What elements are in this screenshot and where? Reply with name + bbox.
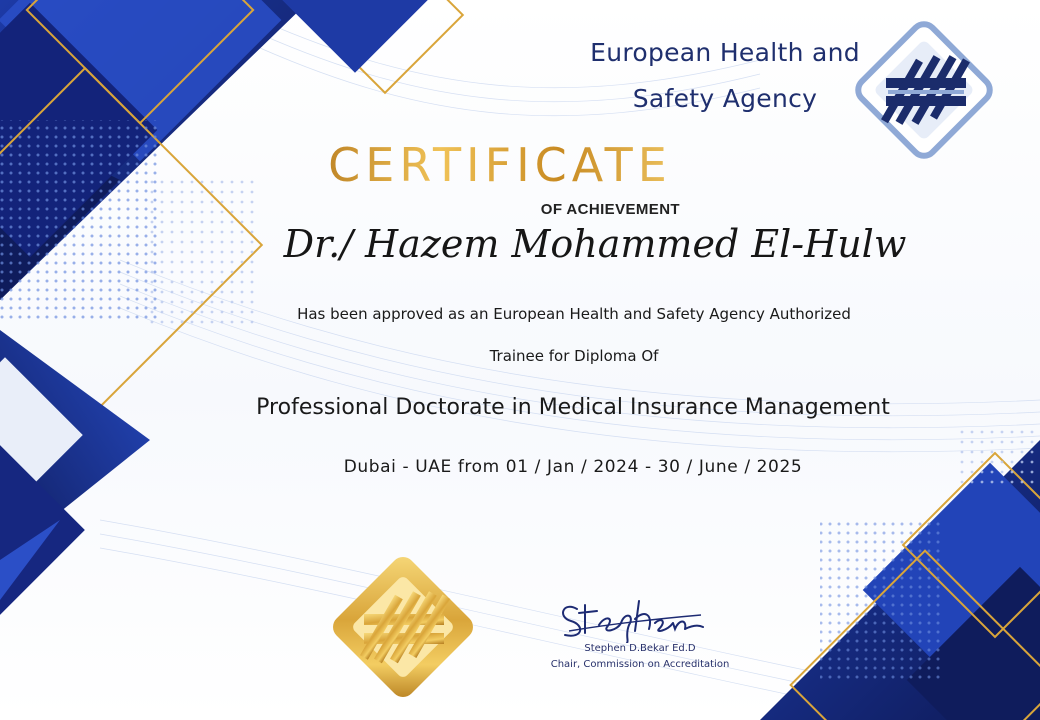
signatory-title: Chair, Commission on Accreditation xyxy=(550,659,730,670)
program-name: Professional Doctorate in Medical Insurance Management xyxy=(256,395,890,420)
signatory-name: Stephen D.Bekar Ed.D xyxy=(584,643,696,654)
certificate-subtitle: OF ACHIEVEMENT xyxy=(540,201,680,218)
organization-name xyxy=(560,30,890,122)
recipient-name: Dr./ Hazem Mohammed El-Hulw xyxy=(283,222,907,266)
left-middle-shapes xyxy=(0,330,150,615)
signature-mark xyxy=(555,595,705,643)
statement-line2: Trainee for Diploma Of xyxy=(489,347,659,365)
organization-name-line1: European Health and xyxy=(590,38,860,67)
agency-logo-icon xyxy=(848,16,1000,164)
organization-name-line2: Safety Agency xyxy=(632,84,818,113)
gold-seal-icon xyxy=(322,550,484,702)
location-dates: Dubai - UAE from 01 / Jan / 2024 - 30 / June / 2025 xyxy=(343,457,803,477)
certificate-title: CERTIFICATE xyxy=(300,138,700,192)
statement-line1: Has been approved as an European Health and Safety Agency Authorized xyxy=(297,305,851,323)
